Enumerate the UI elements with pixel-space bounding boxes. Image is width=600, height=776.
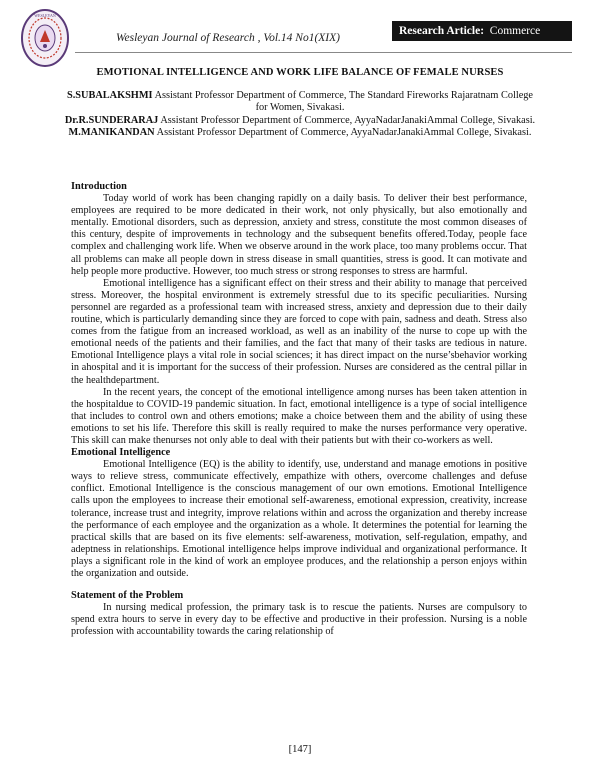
section-heading-emotional-intelligence: Emotional Intelligence [71,447,171,459]
section-spacer [71,580,527,590]
article-type-badge [392,21,572,41]
author-name: M.MANIKANDAN [68,127,155,139]
svg-text:WESLEYAN: WESLEYAN [34,13,56,18]
author-entry [60,90,540,115]
paragraph: Emotional Intelligence (EQ) is the ability to identify, use, understand and manage emotions in positive ways to relieve stress, communicate effectively, empathize with others, overcome challenges and defuse conflict. Emotional Intelligence is the conscious management of our own emotions. Emotional Intelligence calls upon the employees to increase their emotional self-awareness, emotional expression, creativity, increase tolerance, increase trust and integrity, improve relations within and across the organization and thereby increase the performance of each employee and the organization as a whole. It determines the potential for learning the practical skills that are based on its five elements: self-awareness, motivation, self-regulation, empathy, and adeptness in relationships. Emotional intelligence helps improve individual and organizational performance. It plays a significant role in the kind of work an employee produces, and the relationship a person enjoys within the organization and outside. [71,459,527,579]
badge-value: Commerce [489,25,541,37]
paragraph: Today world of work has been changing rapidly on a daily basis. To deliver their best performance, employees are required to be more dedicated in their work, not only physically, but also emotionally and mentally. Emotional disorders, such as depression, anxiety and stress, constitute the most common diseases of this century, despite of improvements in technology and the subsequent benefits offered.Today, people face complex and challenging work life. When we observe around in the work place, too many problems occur. That all problems can make all people down in stress disease in small quantities, stress is good. It can motivate and help people more productive. However, too much stress or strong responses to stress are harmful. [71,193,527,277]
paper-title: EMOTIONAL INTELLIGENCE AND WORK LIFE BALANCE OF FEMALE NURSES [96,67,504,78]
section-heading-statement-of-problem: Statement of the Problem [71,590,184,602]
paragraph: In nursing medical profession, the primary task is to rescue the patients. Nurses are compulsory to spend extra hours to serve in every day to be effective and productive in their profession. Nursing is a noble profession with accountability towards the caring relationship of [71,602,527,638]
section-heading-introduction: Introduction [71,181,127,192]
paragraph: In the recent years, the concept of the emotional intelligence among nurses has been taken attention in the hospitaldue to COVID-19 pandemic situation. In fact, emotional intelligence is a type of social intelligence that includes to control own and others emotions; make a choice between them and the ability of using these emotions to set his life. Therefore this skill is really required to make the nurses performance very operative. This skill can make thenurses not only able to deal with their patients but with their co-workers as well. [71,386,527,446]
author-entry [60,115,540,127]
paragraph: Emotional intelligence has a significant effect on their stress and their ability to manage that perceived stress. Moreover, the hospital environment is extremely stressful due to its specific peculiarities. Nursing personnel are regarded as a professional team with increased stress, anxiety and depression due to their daily routine, which is particularly demanding since they are forced to cope with pain, sadness and death. Stress also comes from the fatigue from an increased workload, as well as an inability of the nurse to cope up with the emotional needs of the patients and their families, and the fact that many of their tasks are tedious in nature. Emotional Intelligence plays a vital role in social sciences; it has direct impact on the nurse’sbehavior working in ahospital and it is important for the success of their profession. Nurses are considered as the central pillar in the healthdepartment. [71,277,527,386]
author-block [60,90,540,140]
university-seal-logo [20,8,70,68]
author-entry [60,127,540,139]
paper-body [71,181,527,638]
author-affiliation: Assistant Professor Department of Commerce, AyyaNadarJanakiAmmal College, Sivakasi. [156,127,532,139]
page-number: [147] [288,744,312,755]
author-name: S.SUBALAKSHMI [67,90,153,101]
header-divider [75,52,572,53]
badge-label: Research Article: [399,25,485,37]
author-affiliation: Assistant Professor Department of Commerce, The Standard Fireworks Rajaratnam College for Women, Sivakasi. [154,90,533,114]
author-affiliation: Assistant Professor Department of Commerce, AyyaNadarJanakiAmmal College, Sivakasi. [160,114,536,126]
journal-name: Wesleyan Journal of Research , Vol.14 No1(XIX) [116,32,340,44]
author-name: Dr.R.SUNDERARAJ [64,114,159,126]
